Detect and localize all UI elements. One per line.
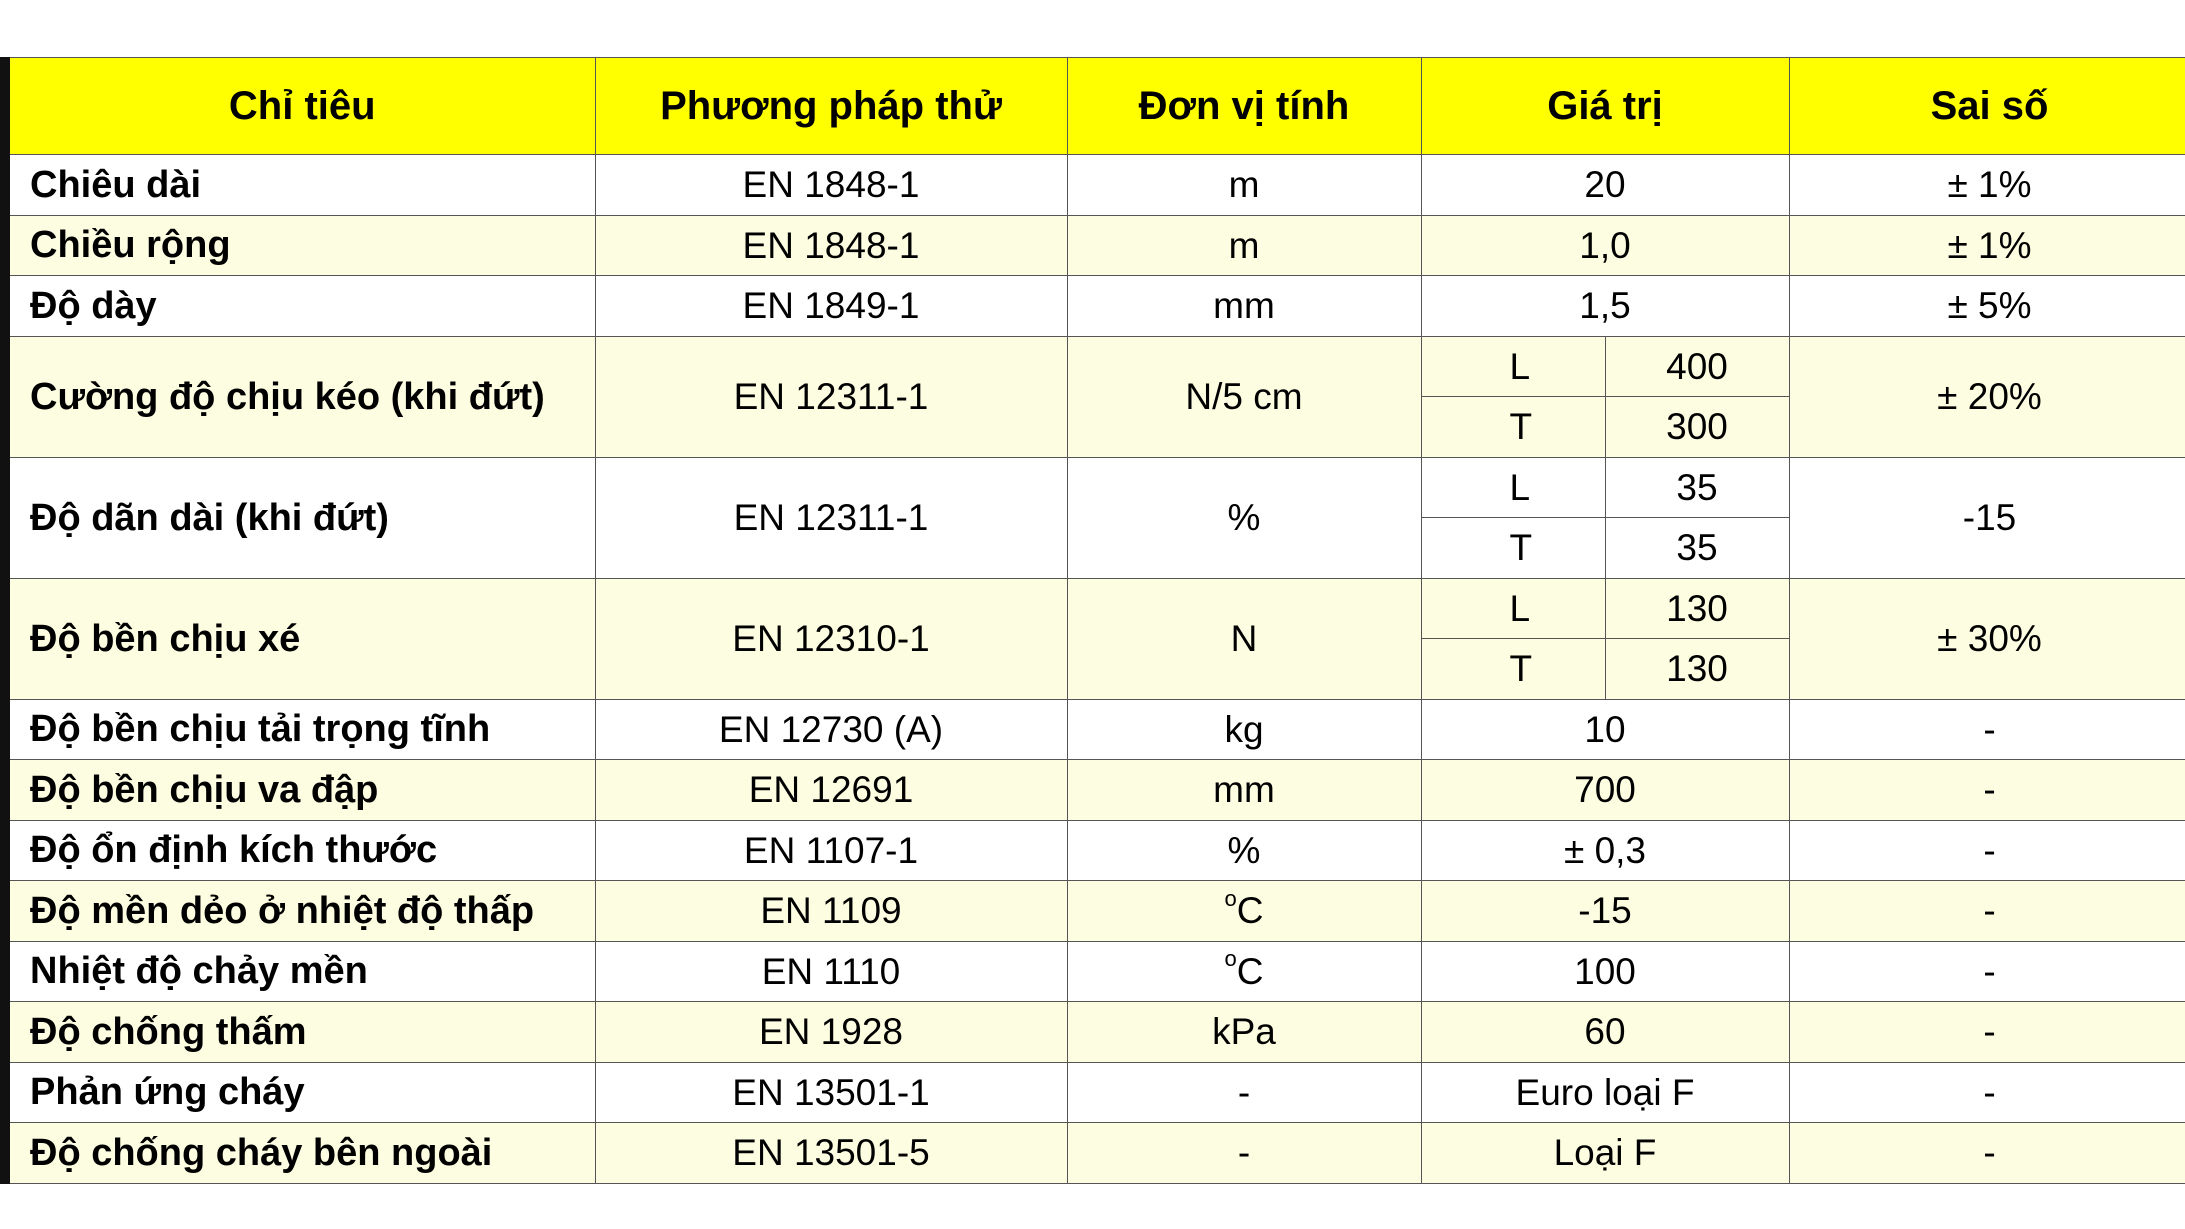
direction-cell: T bbox=[1421, 639, 1605, 700]
criterion-cell: Độ dày bbox=[5, 276, 595, 337]
header-method: Phương pháp thử bbox=[595, 58, 1067, 155]
degree-sup: o bbox=[1224, 885, 1237, 911]
value-cell: 35 bbox=[1605, 518, 1789, 579]
unit-cell: m bbox=[1067, 215, 1421, 276]
tolerance-cell: - bbox=[1789, 881, 2185, 942]
header-tolerance: Sai số bbox=[1789, 58, 2185, 155]
tolerance-cell: ± 5% bbox=[1789, 276, 2185, 337]
unit-cell: - bbox=[1067, 1123, 1421, 1184]
tolerance-cell: - bbox=[1789, 699, 2185, 760]
tolerance-cell: - bbox=[1789, 941, 2185, 1002]
table-row bbox=[5, 881, 2185, 942]
value-cell: 400 bbox=[1605, 336, 1789, 397]
method-cell: EN 13501-1 bbox=[595, 1062, 1067, 1123]
criterion-cell: Độ mền dẻo ở nhiệt độ thấp bbox=[5, 881, 595, 942]
criterion-cell: Độ bền chịu va đập bbox=[5, 760, 595, 821]
direction-cell: T bbox=[1421, 518, 1605, 579]
method-cell: EN 12691 bbox=[595, 760, 1067, 821]
value-cell: 130 bbox=[1605, 639, 1789, 700]
method-cell: EN 1928 bbox=[595, 1002, 1067, 1063]
method-cell: EN 1849-1 bbox=[595, 276, 1067, 337]
method-cell: EN 1109 bbox=[595, 881, 1067, 942]
method-cell: EN 12310-1 bbox=[595, 578, 1067, 699]
spec-table-container bbox=[0, 57, 2185, 1184]
value-cell: 35 bbox=[1605, 457, 1789, 518]
table-row bbox=[5, 457, 2185, 518]
unit-cell bbox=[1067, 881, 1421, 942]
spec-table bbox=[0, 57, 2185, 1184]
table-row bbox=[5, 1002, 2185, 1063]
criterion-cell: Độ chống cháy bên ngoài bbox=[5, 1123, 595, 1184]
tolerance-cell: - bbox=[1789, 1062, 2185, 1123]
table-row bbox=[5, 699, 2185, 760]
value-cell: -15 bbox=[1421, 881, 1789, 942]
value-cell: 1,5 bbox=[1421, 276, 1789, 337]
tolerance-cell: -15 bbox=[1789, 457, 2185, 578]
unit-cell: mm bbox=[1067, 276, 1421, 337]
header-value: Giá trị bbox=[1421, 58, 1789, 155]
header-unit: Đơn vị tính bbox=[1067, 58, 1421, 155]
direction-cell: L bbox=[1421, 457, 1605, 518]
method-cell: EN 1110 bbox=[595, 941, 1067, 1002]
table-row bbox=[5, 215, 2185, 276]
tolerance-cell: ± 1% bbox=[1789, 155, 2185, 216]
tolerance-cell: - bbox=[1789, 1002, 2185, 1063]
value-cell: 10 bbox=[1421, 699, 1789, 760]
unit-text: C bbox=[1236, 950, 1264, 992]
unit-cell: % bbox=[1067, 457, 1421, 578]
header-criterion: Chỉ tiêu bbox=[5, 58, 595, 155]
method-cell: EN 12730 (A) bbox=[595, 699, 1067, 760]
criterion-cell: Độ bền chịu tải trọng tĩnh bbox=[5, 699, 595, 760]
table-row bbox=[5, 578, 2185, 639]
criterion-cell: Độ chống thấm bbox=[5, 1002, 595, 1063]
criterion-cell: Độ bền chịu xé bbox=[5, 578, 595, 699]
unit-cell: m bbox=[1067, 155, 1421, 216]
value-cell: 700 bbox=[1421, 760, 1789, 821]
tolerance-cell: ± 1% bbox=[1789, 215, 2185, 276]
criterion-cell: Chiêu dài bbox=[5, 155, 595, 216]
table-row bbox=[5, 336, 2185, 397]
value-cell: 130 bbox=[1605, 578, 1789, 639]
unit-cell: N bbox=[1067, 578, 1421, 699]
unit-cell: kPa bbox=[1067, 1002, 1421, 1063]
table-row bbox=[5, 760, 2185, 821]
criterion-cell: Chiều rộng bbox=[5, 215, 595, 276]
table-row bbox=[5, 276, 2185, 337]
tolerance-cell: - bbox=[1789, 1123, 2185, 1184]
method-cell: EN 1848-1 bbox=[595, 155, 1067, 216]
table-row bbox=[5, 1123, 2185, 1184]
value-cell: 60 bbox=[1421, 1002, 1789, 1063]
unit-cell bbox=[1067, 941, 1421, 1002]
unit-cell: mm bbox=[1067, 760, 1421, 821]
tolerance-cell: ± 20% bbox=[1789, 336, 2185, 457]
tolerance-cell: - bbox=[1789, 760, 2185, 821]
criterion-cell: Phản ứng cháy bbox=[5, 1062, 595, 1123]
method-cell: EN 1848-1 bbox=[595, 215, 1067, 276]
value-cell: 20 bbox=[1421, 155, 1789, 216]
direction-cell: T bbox=[1421, 397, 1605, 458]
value-cell: Euro loại F bbox=[1421, 1062, 1789, 1123]
table-row bbox=[5, 155, 2185, 216]
direction-cell: L bbox=[1421, 578, 1605, 639]
criterion-cell: Nhiệt độ chảy mền bbox=[5, 941, 595, 1002]
unit-cell: N/5 cm bbox=[1067, 336, 1421, 457]
value-cell: 1,0 bbox=[1421, 215, 1789, 276]
table-row bbox=[5, 941, 2185, 1002]
tolerance-cell: ± 30% bbox=[1789, 578, 2185, 699]
unit-cell: - bbox=[1067, 1062, 1421, 1123]
value-cell: Loại F bbox=[1421, 1123, 1789, 1184]
criterion-cell: Cường độ chịu kéo (khi đứt) bbox=[5, 336, 595, 457]
degree-sup: o bbox=[1224, 946, 1237, 972]
criterion-cell: Độ dãn dài (khi đứt) bbox=[5, 457, 595, 578]
table-row bbox=[5, 1062, 2185, 1123]
table-row bbox=[5, 820, 2185, 881]
value-cell: ± 0,3 bbox=[1421, 820, 1789, 881]
method-cell: EN 1107-1 bbox=[595, 820, 1067, 881]
method-cell: EN 12311-1 bbox=[595, 336, 1067, 457]
tolerance-cell: - bbox=[1789, 820, 2185, 881]
direction-cell: L bbox=[1421, 336, 1605, 397]
criterion-cell: Độ ổn định kích thước bbox=[5, 820, 595, 881]
unit-text: C bbox=[1236, 890, 1264, 932]
header-row bbox=[5, 58, 2185, 155]
method-cell: EN 13501-5 bbox=[595, 1123, 1067, 1184]
value-cell: 100 bbox=[1421, 941, 1789, 1002]
unit-cell: % bbox=[1067, 820, 1421, 881]
unit-cell: kg bbox=[1067, 699, 1421, 760]
value-cell: 300 bbox=[1605, 397, 1789, 458]
method-cell: EN 12311-1 bbox=[595, 457, 1067, 578]
